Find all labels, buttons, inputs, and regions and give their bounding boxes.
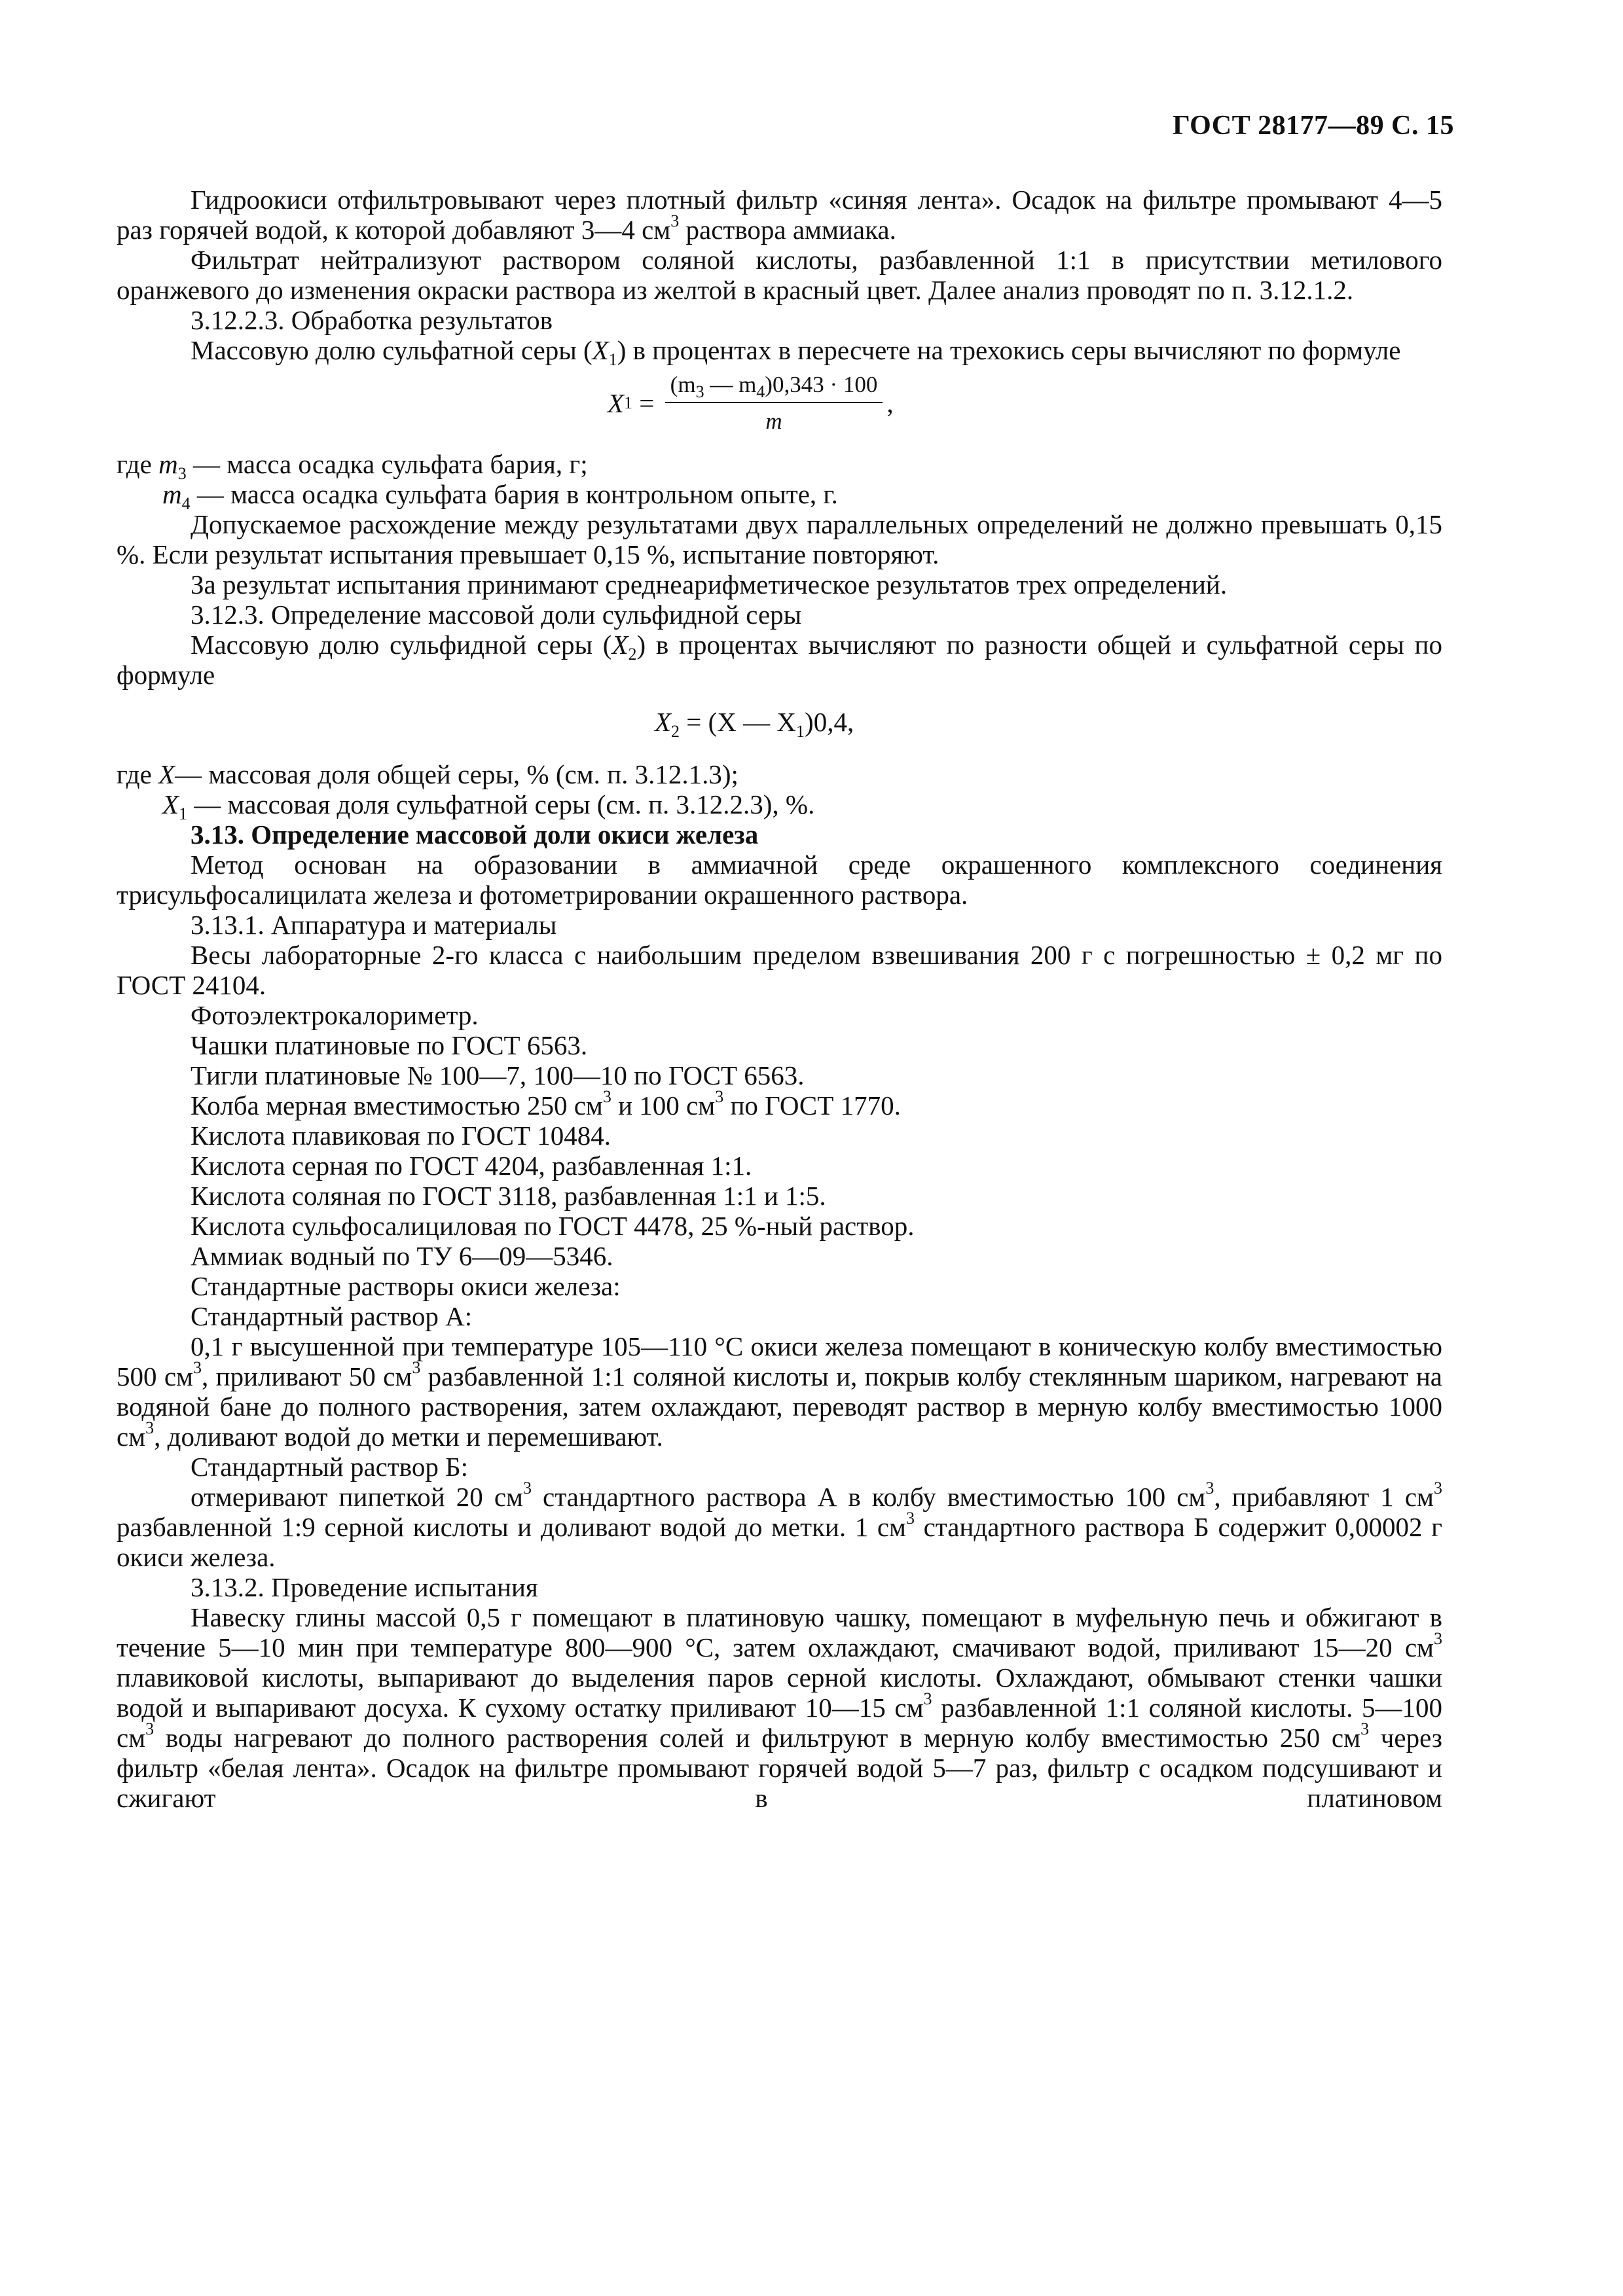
text: 0,1 г высушенной при температуре 105—110 °С окиси железа помещают в коническую колбу вместимостью 500 см: [117, 1331, 1442, 1391]
subscript: 3: [177, 464, 187, 484]
text: где: [117, 759, 159, 789]
paragraph: [117, 185, 1442, 245]
text: разбавленной 1:1 соляной кислоты. 5—100 см: [117, 1693, 1442, 1753]
superscript: 3: [145, 1418, 155, 1438]
text: Массовую долю сульфидной серы (: [191, 630, 612, 660]
subscript: 3: [695, 382, 704, 401]
formula-lhs: X: [655, 707, 672, 737]
formula-x2: [117, 690, 1442, 759]
subscript: 2: [671, 722, 680, 742]
text: (m: [670, 372, 696, 397]
section-heading: 3.12.2.3. Обработка результатов: [191, 305, 553, 335]
paragraph: [117, 335, 1442, 370]
paragraph: Метод основан на образовании в аммиачной среде окрашенного комплексного соединения трисульфосалицилата железа и фотометрировании окрашенного раствора.: [117, 850, 1442, 910]
where-line: [117, 479, 1442, 514]
fraction-numerator: [665, 372, 883, 403]
text: ) в процентах в пересчете на трехокись серы вычисляют по формуле: [617, 335, 1401, 365]
superscript: 3: [193, 1358, 202, 1378]
symbol: X: [158, 759, 175, 789]
text: по ГОСТ 1770.: [723, 1090, 901, 1121]
text: — масса осадка сульфата бария, г;: [186, 449, 588, 479]
superscript: 3: [412, 1358, 421, 1378]
paragraph: [117, 630, 1442, 690]
subscript: 4: [181, 494, 191, 514]
symbol: X: [611, 630, 629, 660]
text: плавиковой кислоты, выпаривают до выделения паров серной кислоты. Охлаждают, обмывают стенки чашки водой и выпаривают досуха. К сухому остатку приливают 10—15 см: [117, 1662, 1442, 1723]
where-line: [117, 789, 1442, 824]
paragraph: Весы лабораторные 2-го класса с наибольшим пределом взвешивания 200 г с погрешностью ± 0,2 мг по ГОСТ 24104.: [117, 940, 1442, 1000]
text: Гидроокиси отфильтровывают через плотный фильтр «синяя лента». Осадок на фильтре промывают 4—5 раз горячей водой, к которой добавляют 3—4 см: [117, 185, 1442, 245]
text: , прибавляют 1 см: [1214, 1482, 1434, 1512]
formula-lhs: X: [608, 388, 625, 418]
superscript: 3: [1360, 1719, 1370, 1739]
superscript: 3: [923, 1689, 932, 1709]
text: стандартного раствора А в колбу вместимостью 100 см: [532, 1482, 1206, 1512]
list-item: [117, 1087, 1442, 1121]
paragraph: [117, 1331, 1442, 1452]
text: стандартного раствора Б содержит 0,00002 г окиси железа.: [117, 1512, 1442, 1572]
list-item: Аммиак водный по ТУ 6—09—5346.: [191, 1241, 613, 1271]
text: , приливают 50 см: [202, 1361, 412, 1391]
subscript: 1: [796, 722, 805, 742]
text: разбавленной 1:9 серной кислоты и доливают водой до метки. 1 см: [117, 1512, 906, 1542]
text: Массовую долю сульфатной серы (: [191, 335, 593, 365]
equals-sign: =: [632, 388, 661, 418]
superscript: 3: [905, 1509, 915, 1528]
text: где: [117, 449, 159, 479]
paragraph: [117, 1602, 1442, 1813]
formula-x1: X 1 = $\frac{(m_3 — m_4)0,343 \cdot 100}{m}$ ,: [608, 372, 894, 434]
text: ) в процентах вычисляют по разности общей и сульфатной серы по формуле: [117, 630, 1442, 690]
fraction: [665, 372, 883, 435]
superscript: 3: [602, 1087, 611, 1107]
superscript: 3: [1434, 1629, 1442, 1649]
text: — масса осадка сульфата бария в контрольном опыте, г.: [190, 479, 838, 509]
list-item: Фотоэлектрокалориметр.: [191, 1000, 479, 1030]
superscript: 3: [145, 1719, 155, 1739]
paragraph: [117, 1479, 1442, 1572]
subscript: 2: [628, 645, 637, 664]
document-body: [117, 185, 1442, 1813]
text: разбавленной 1:1 соляной кислоты и, покрыв колбу стеклянным шариком, нагревают на водяной бане до полного растворения, затем охлаждают, переводят раствор в мерную колбу вместимостью 1000 см: [117, 1361, 1442, 1452]
text: — массовая доля сульфатной серы (см. п. 3.12.2.3), %.: [187, 789, 815, 819]
symbol: X: [162, 789, 179, 819]
list-item: Тигли платиновые № 100—7, 100—10 по ГОСТ 6563.: [191, 1060, 805, 1090]
section-heading: 3.12.3. Определение массовой доли сульфидной серы: [191, 600, 802, 630]
text: воды нагревают до полного растворения солей и фильтруют в мерную колбу вместимостью 250 см: [154, 1723, 1361, 1753]
paragraph: Фильтрат нейтрализуют раствором соляной кислоты, разбавленной 1:1 в присутствии метилового оранжевого до изменения окраски раствора из желтой в красный цвет. Далее анализ проводят по п. 3.12.1.2.: [117, 245, 1442, 305]
subscript: 4: [756, 382, 765, 401]
superscript: 3: [523, 1479, 532, 1498]
page-header: ГОСТ 28177—89 С. 15: [1172, 111, 1454, 141]
list-item: Кислота плавиковая по ГОСТ 10484.: [191, 1121, 611, 1151]
list-item: Кислота соляная по ГОСТ 3118, разбавленная 1:1 и 1:5.: [191, 1181, 826, 1211]
text: )0,4,: [805, 707, 854, 737]
subscript: 1: [608, 350, 617, 370]
text: )0,343 · 100: [765, 372, 878, 397]
where-line: [117, 449, 1442, 484]
fraction-denominator: m: [765, 408, 782, 434]
list-item: Чашки платиновые по ГОСТ 6563.: [191, 1030, 588, 1060]
text: — массовая доля общей серы, % (см. п. 3.12.1.3);: [175, 759, 739, 789]
symbol: m: [158, 449, 178, 479]
symbol: X: [592, 335, 609, 365]
symbol: m: [162, 479, 182, 509]
paragraph: Допускаемое расхождение между результатами двух параллельных определений не должно превышать 0,15 %. Если результат испытания превышает 0,15 %, испытание повторяют.: [117, 509, 1442, 569]
paragraph: За результат испытания принимают среднеарифметическое результатов трех определений.: [191, 569, 1228, 600]
list-item: Кислота серная по ГОСТ 4204, разбавленная 1:1.: [191, 1151, 752, 1181]
text: — m: [704, 372, 757, 397]
list-item: Стандартные растворы окиси железа:: [191, 1271, 621, 1301]
superscript: 3: [715, 1087, 724, 1107]
text: , доливают водой до метки и перемешивают.: [154, 1422, 663, 1452]
text: и 100 см: [611, 1090, 716, 1121]
text: Навеску глины массой 0,5 г помещают в платиновую чашку, помещают в муфельную печь и обжигают в течение 5—10 мин при температуре 800—900 °С, затем охлаждают, смачивают водой, приливают 15—20 см: [117, 1602, 1442, 1662]
list-item: Стандартный раствор Б:: [191, 1452, 469, 1482]
list-item: Стандартный раствор А:: [191, 1301, 473, 1331]
superscript: 3: [1433, 1479, 1442, 1498]
where-line: [117, 759, 1442, 789]
section-heading: 3.13.1. Аппаратура и материалы: [191, 910, 557, 940]
text: = (X — X: [680, 707, 797, 737]
subscript: 1: [179, 804, 188, 824]
formula-comma: ,: [886, 388, 894, 418]
text: Колба мерная вместимостью 250 см: [191, 1090, 603, 1121]
list-item: Кислота сульфосалициловая по ГОСТ 4478, 25 %-ный раствор.: [191, 1211, 915, 1241]
text: отмеривают пипеткой 20 см: [191, 1482, 523, 1512]
section-heading-bold: 3.13. Определение массовой доли окиси железа: [191, 819, 759, 850]
text: через фильтр «белая лента». Осадок на фильтре промывают горячей водой 5—7 раз, фильтр с осадком подсушивают и сжигают в платиновом: [117, 1723, 1442, 1813]
text: раствора аммиака.: [679, 215, 896, 245]
superscript: 3: [1205, 1479, 1214, 1498]
section-heading: 3.13.2. Проведение испытания: [191, 1572, 538, 1602]
superscript: 3: [670, 211, 680, 231]
